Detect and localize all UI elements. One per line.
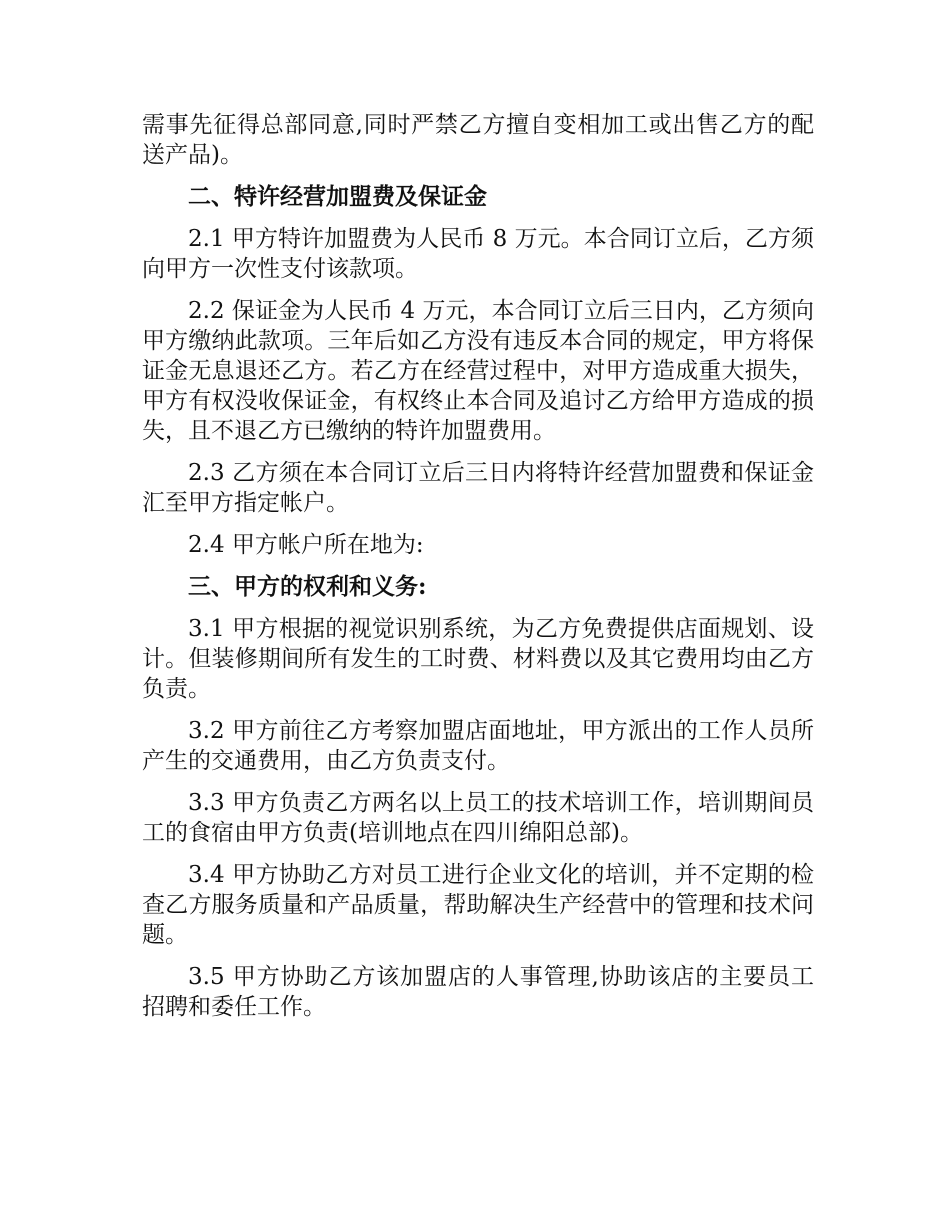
paragraph-continued: 需事先征得总部同意,同时严禁乙方擅自变相加工或出售乙方的配送产品)。 [142,112,814,168]
clause-3-3: 3.3 甲方负责乙方两名以上员工的技术培训工作，培训期间员工的食宿由甲方负责(培训地点在四川绵阳总部)。 [142,790,814,846]
clause-2-2: 2.2 保证金为人民币 4 万元，本合同订立后三日内，乙方须向甲方缴纳此款项。三年后如乙方没有违反本合同的规定，甲方将保证金无息退还乙方。若乙方在经营过程中，对甲方造成重大损失，甲方有权没收保证金，有权终止本合同及追讨乙方给甲方造成的损失，且不退乙方已缴纳的特许加盟费用。 [142,298,814,444]
section-heading-franchise-fee: 二、特许经营加盟费及保证金 [188,183,487,210]
document-page [142,110,814,1034]
clause-3-4: 3.4 甲方协助乙方对员工进行企业文化的培训，并不定期的检查乙方服务质量和产品质量，帮助解决生产经营中的管理和技术问题。 [142,862,814,948]
clause-2-3: 2.3 乙方须在本合同订立后三日内将特许经营加盟费和保证金汇至甲方指定帐户。 [142,460,814,516]
clause-3-5: 3.5 甲方协助乙方该加盟店的人事管理,协助该店的主要员工招聘和委任工作。 [142,964,814,1020]
clause-2-4: 2.4 甲方帐户所在地为: [188,532,424,558]
clause-2-1: 2.1 甲方特许加盟费为人民币 8 万元。本合同订立后，乙方须向甲方一次性支付该款项。 [142,226,814,282]
clause-3-1: 3.1 甲方根据的视觉识别系统，为乙方免费提供店面规划、设计。但装修期间所有发生的工时费、材料费以及其它费用均由乙方负责。 [142,616,814,702]
section-heading-party-a-rights: 三、甲方的权利和义务: [188,573,427,600]
clause-3-2: 3.2 甲方前往乙方考察加盟店面地址，甲方派出的工作人员所产生的交通费用，由乙方负责支付。 [142,718,814,774]
